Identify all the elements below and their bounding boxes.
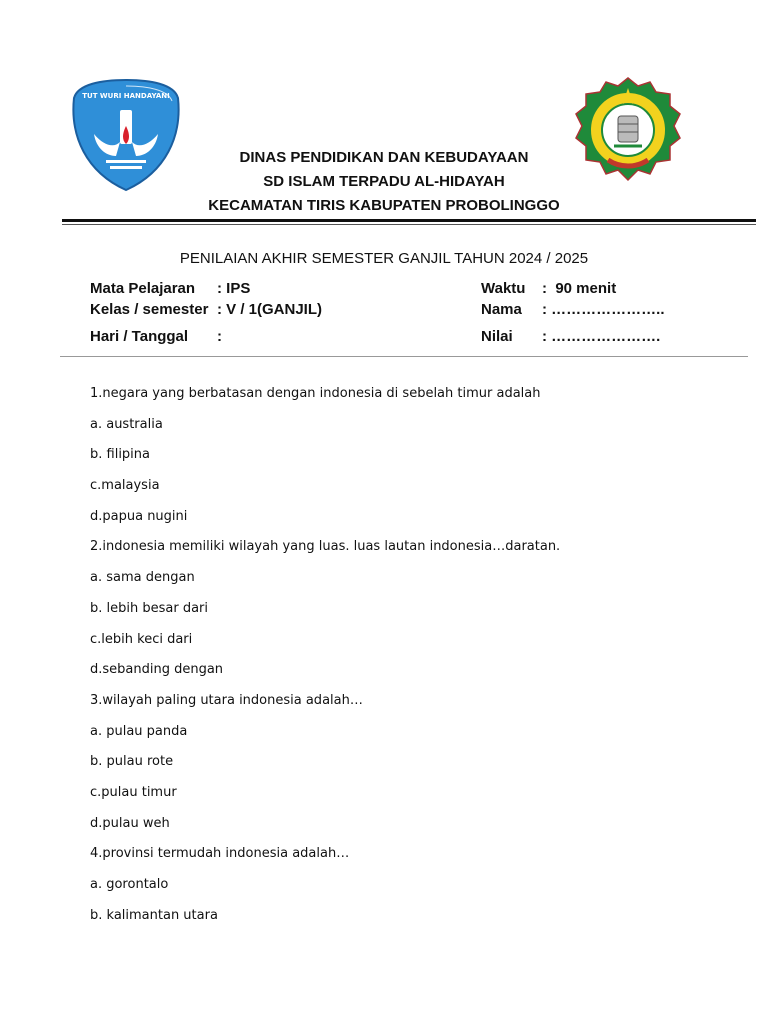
score-value: : ………………….: [542, 328, 661, 345]
time-value: : 90 menit: [542, 280, 617, 297]
header-line-3: KECAMATAN TIRIS KABUPATEN PROBOLINGGO: [208, 197, 560, 214]
answer-option: c.lebih keci dari: [90, 631, 193, 647]
name-label: Nama: [481, 301, 522, 318]
header-divider-thin: [62, 224, 756, 225]
header-line-2: SD ISLAM TERPADU AL-HIDAYAH: [263, 173, 505, 190]
score-label: Nilai: [481, 328, 513, 345]
subject-label: Mata Pelajaran: [90, 280, 196, 297]
date-label: Hari / Tanggal: [90, 328, 189, 345]
class-label: Kelas / semester: [90, 301, 209, 318]
answer-option: d.papua nugini: [90, 508, 188, 524]
institution-header: [0, 146, 768, 218]
question-line: 2.indonesia memiliki wilayah yang luas. luas lautan indonesia…daratan.: [90, 539, 561, 555]
question-line: 4.provinsi termudah indonesia adalah…: [90, 846, 350, 862]
subject-row: [90, 280, 195, 297]
header-line-1: DINAS PENDIDIKAN DAN KEBUDAYAAN: [239, 149, 529, 166]
date-value: :: [217, 328, 222, 345]
answer-option: b. pulau rote: [90, 754, 174, 770]
answer-option: b. lebih besar dari: [90, 600, 209, 616]
svg-text:TUT WURI HANDAYANI: TUT WURI HANDAYANI: [82, 92, 170, 100]
answer-option: a. australia: [90, 416, 163, 432]
answer-option: c.pulau timur: [90, 784, 177, 800]
header-divider-thick: [62, 219, 756, 222]
question-line: 1.negara yang berbatasan dengan indonesia di sebelah timur adalah: [90, 386, 541, 401]
answer-option: d.pulau weh: [90, 815, 170, 831]
exam-title: PENILAIAN AKHIR SEMESTER GANJIL TAHUN 2024 / 2025: [179, 250, 589, 267]
answer-option: d.sebanding dengan: [90, 662, 224, 678]
answer-option: a. sama dengan: [90, 570, 195, 586]
question-line: 3.wilayah paling utara indonesia adalah…: [90, 692, 363, 708]
info-separator: [60, 356, 748, 357]
name-value: : …………………..: [542, 301, 665, 318]
question-list: [90, 384, 560, 936]
answer-option: a. gorontalo: [90, 877, 169, 892]
answer-option: b. filipina: [90, 447, 150, 463]
answer-option: a. pulau panda: [90, 723, 188, 739]
subject-value: : IPS: [217, 280, 251, 297]
answer-option: b. kalimantan utara: [90, 907, 218, 923]
class-value: : V / 1(GANJIL): [217, 301, 323, 318]
answer-option: c.malaysia: [90, 478, 160, 494]
time-label: Waktu: [481, 280, 526, 297]
